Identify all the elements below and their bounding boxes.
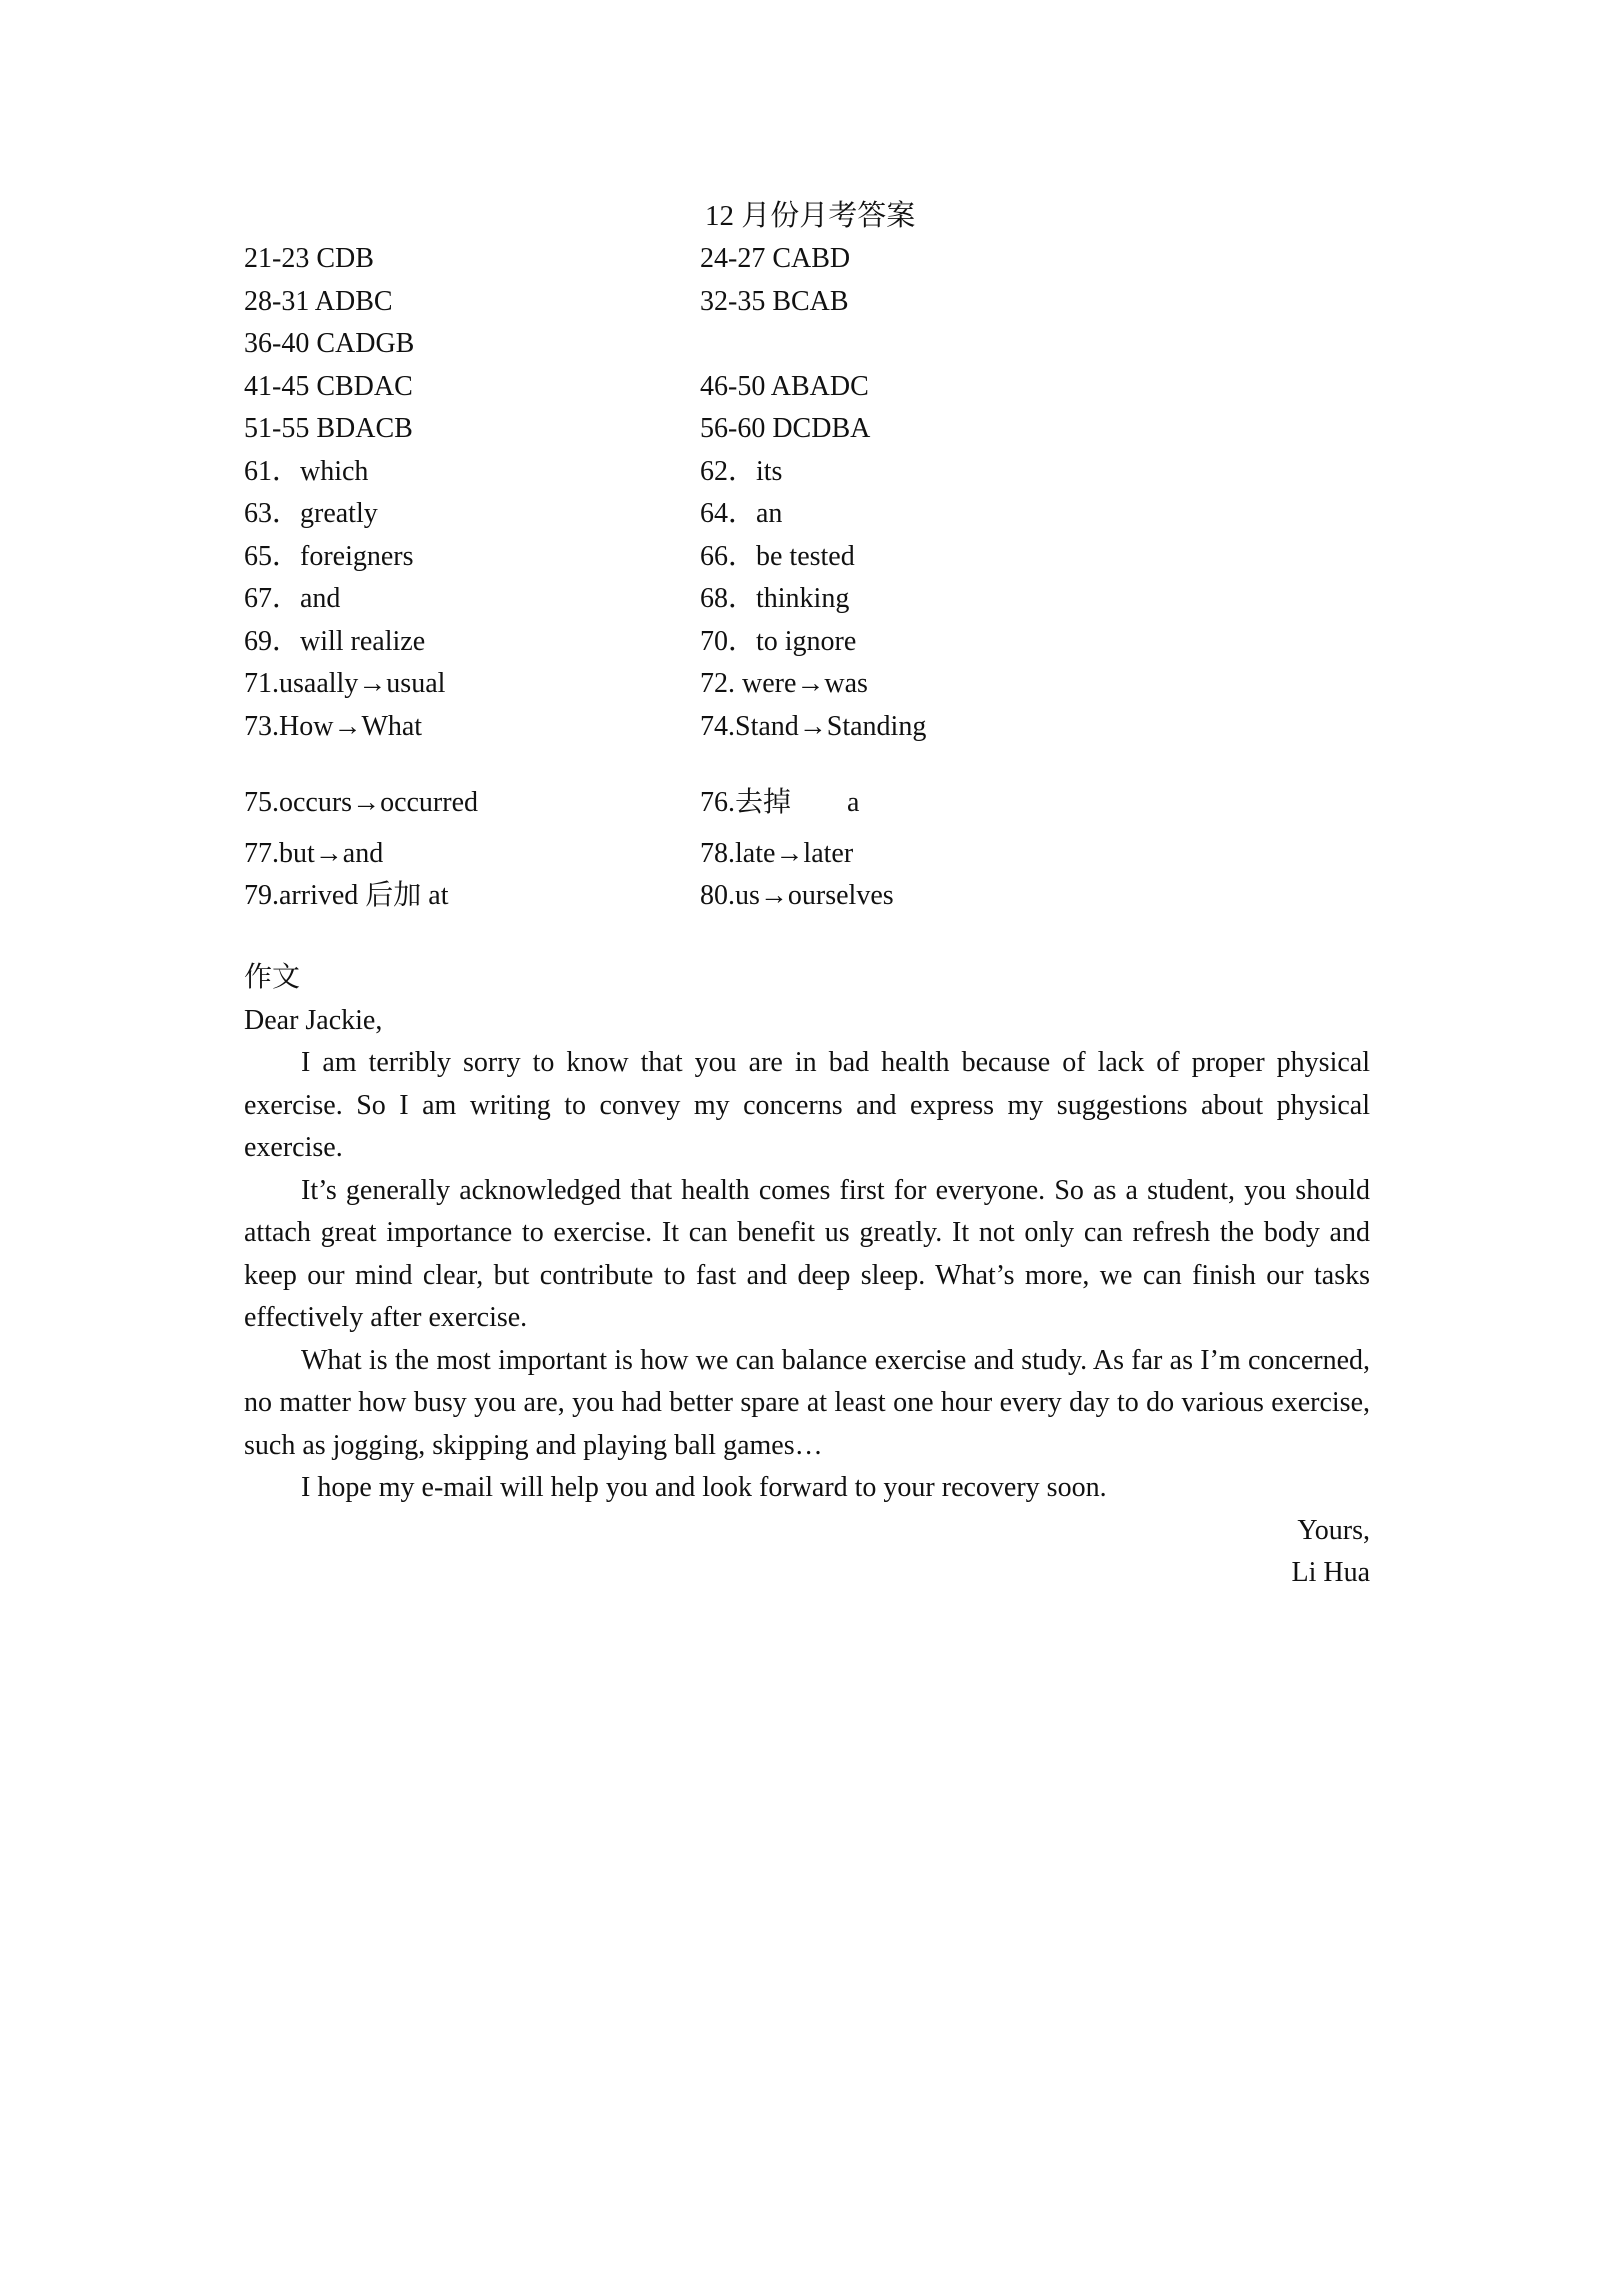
answer-row <box>244 536 1144 579</box>
answer-left: 71.usaally→usual <box>244 668 446 699</box>
answer-text: which <box>300 455 369 487</box>
answer-number: 61． <box>244 455 301 487</box>
letter-paragraph: I am terribly sorry to know that you are in bad health because of lack of proper physical exercise. So I am writing to convey my concerns and express my suggestions about physical exercise. <box>244 1047 1370 1163</box>
answer-number: 67． <box>244 583 301 614</box>
answer-row <box>244 706 1144 749</box>
letter-paragraph: What is the most important is how we can balance exercise and study. As far as I’m concerned, no matter how busy you are, you had better spare at least one hour every day to do various exercise, such as jogging, skipping and playing ball games… <box>244 1344 1370 1461</box>
answer-text: and <box>300 583 341 614</box>
answer-right: 24-27 CABD <box>700 243 851 274</box>
letter-signature: Li Hua <box>1291 1557 1370 1588</box>
answer-right <box>700 451 782 494</box>
answer-row <box>244 323 1144 366</box>
letter-closing-block <box>244 1510 1370 1595</box>
answer-row <box>244 238 1144 281</box>
letter-paragraph: I hope my e-mail will help you and look forward to your recovery soon. <box>301 1472 1107 1503</box>
answer-right <box>700 536 855 579</box>
answer-left: 79.arrived 后加 at <box>244 880 449 911</box>
answer-text: foreigners <box>300 540 414 572</box>
answer-row <box>244 451 1144 494</box>
answer-number: 65． <box>244 540 301 572</box>
answer-text: its <box>756 455 783 487</box>
letter-paragraph: It’s generally acknowledged that health comes first for everyone. So as a student, you should attach great importance to exercise. It can benefit us greatly. It not only can refresh the body and keep our mind clear, but contribute to fast and deep sleep. What’s more, we can finish our tasks effectively after exercise. <box>244 1174 1370 1333</box>
page-title: 12 月份月考答案 <box>705 200 916 232</box>
essay-section <box>244 957 1370 1595</box>
answer-left: 73.How→What <box>244 710 423 742</box>
answer-row <box>244 621 1144 664</box>
answer-right <box>700 578 849 621</box>
answer-row <box>244 493 1144 536</box>
essay-heading: 作文 <box>244 962 301 993</box>
answer-right <box>700 621 856 664</box>
answer-left <box>244 536 414 579</box>
answer-number: 64． <box>700 498 757 529</box>
answer-key <box>244 238 1144 918</box>
answer-row <box>244 578 1144 621</box>
letter-closing: Yours, <box>1297 1514 1370 1546</box>
answer-right <box>700 493 782 536</box>
answer-row <box>244 875 1144 918</box>
answer-row <box>244 281 1144 324</box>
answer-left: 28-31 ADBC <box>244 285 393 317</box>
answer-number: 70． <box>700 625 757 657</box>
answer-left: 21-23 CDB <box>244 243 374 274</box>
answer-number: 63． <box>244 498 301 529</box>
answer-left <box>244 578 340 621</box>
answer-right: 76.去掉 a <box>700 787 860 818</box>
answer-row <box>244 833 1144 876</box>
answer-left: 77.but→and <box>244 837 384 869</box>
answer-text: to ignore <box>756 625 857 657</box>
answer-left <box>244 451 368 494</box>
answer-left: 51-55 BDACB <box>244 413 413 444</box>
answer-row <box>244 408 1144 451</box>
answer-text: greatly <box>300 498 378 529</box>
answer-right: 32-35 BCAB <box>700 285 849 317</box>
answer-row <box>244 782 1144 825</box>
answer-left: 36-40 CADGB <box>244 328 415 359</box>
answer-number: 69． <box>244 625 301 657</box>
answer-row <box>244 663 1144 706</box>
answer-right: 72. were→was <box>700 668 868 699</box>
answer-row <box>244 366 1144 409</box>
answer-number: 66． <box>700 540 757 572</box>
answer-right: 78.late→later <box>700 837 854 869</box>
answer-text: an <box>756 498 783 529</box>
letter-salutation: Dear Jackie, <box>244 1004 383 1036</box>
answer-text: be tested <box>756 540 855 572</box>
answer-text: thinking <box>756 583 850 614</box>
answer-right: 80.us→ourselves <box>700 880 894 911</box>
answer-number: 68． <box>700 583 757 614</box>
answer-right: 46-50 ABADC <box>700 370 869 402</box>
answer-left: 41-45 CBDAC <box>244 370 413 402</box>
answer-left: 75.occurs→occurred <box>244 787 479 818</box>
answer-left <box>244 493 378 536</box>
answer-right: 74.Stand→Standing <box>700 710 927 742</box>
answer-number: 62． <box>700 455 757 487</box>
answer-text: will realize <box>300 625 426 657</box>
answer-right: 56-60 DCDBA <box>700 413 871 444</box>
answer-left <box>244 621 425 664</box>
